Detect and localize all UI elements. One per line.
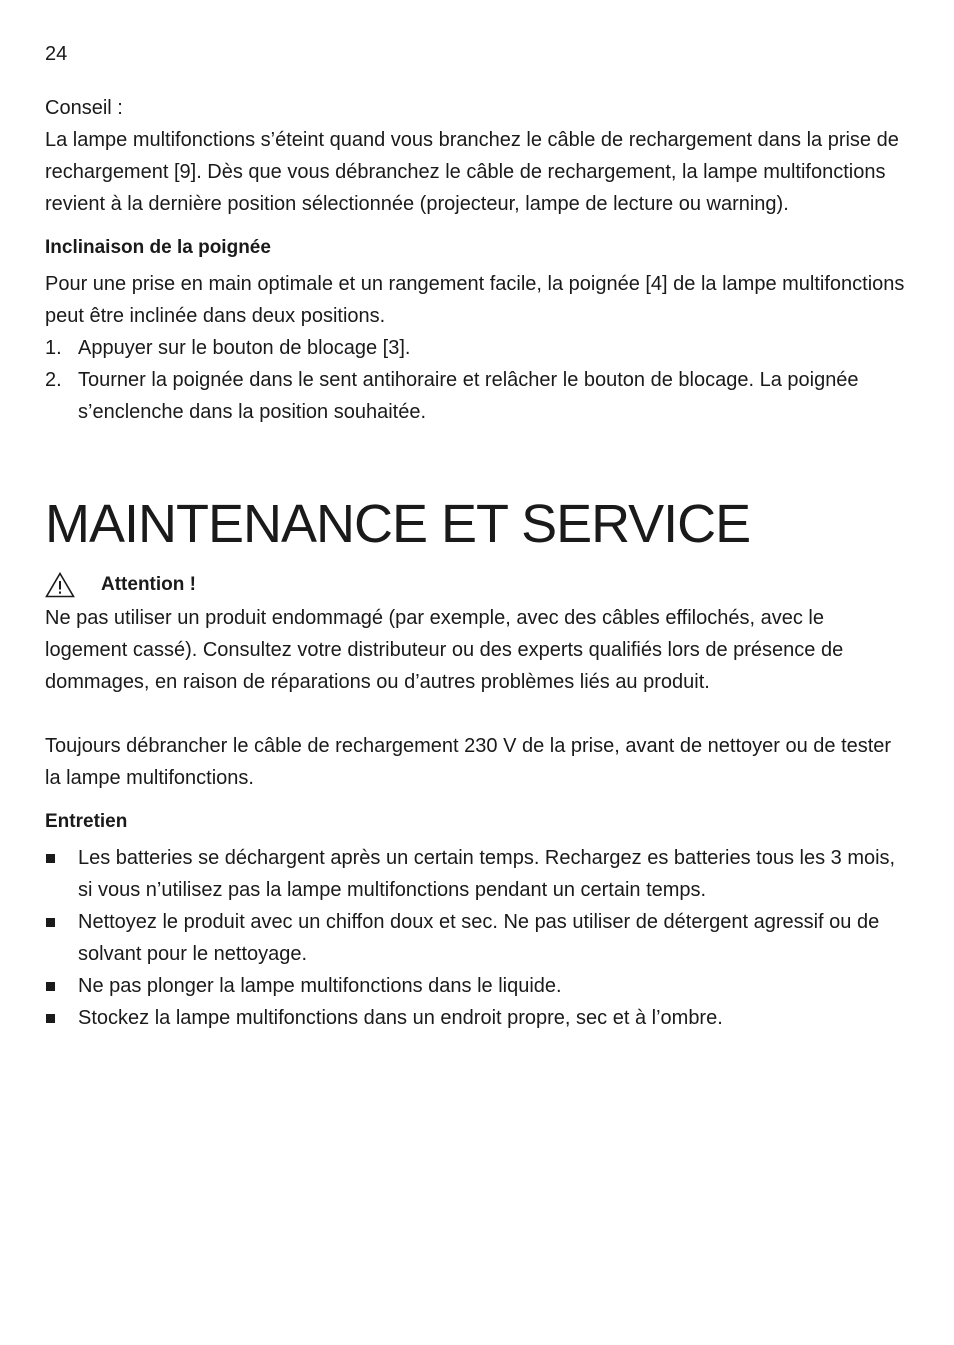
list-item [45, 842, 907, 906]
page-number: 24 [45, 43, 68, 65]
handle-section-intro: Pour une prise en main optimale et un rangement facile, la poignée [4] de la lampe multifonctions peut être inclinée dans deux positions. [45, 273, 905, 327]
care-item-text: Les batteries se déchargent après un certain temps. Rechargez es batteries tous les 3 mois, si vous n’utilisez pas la lampe multifonctions pendant un certain temps. [78, 847, 896, 901]
attention-label: Attention ! [101, 574, 196, 595]
paragraph-spacer [45, 698, 907, 730]
list-item [45, 332, 907, 364]
care-item-text: Stockez la lampe multifonctions dans un endroit propre, sec et à l’ombre. [78, 1007, 723, 1029]
step-number: 2. [45, 369, 62, 391]
care-item-text: Nettoyez le produit avec un chiffon doux et sec. Ne pas utiliser de détergent agressif ou de solvant pour le nettoyage. [78, 911, 880, 965]
tip-text: La lampe multifonctions s’éteint quand vous branchez le câble de rechargement dans la prise de rechargement [9]. Dès que vous débranchez le câble de rechargement, la lampe multifonctions revient à la dernière position sélectionnée (projecteur, lampe de lecture ou warning). [45, 129, 899, 215]
bullet-square-icon [46, 1014, 55, 1023]
list-item [45, 906, 907, 970]
warning-text: Ne pas utiliser un produit endommagé (par exemple, avec des câbles effilochés, avec le logement cassé). Consultez votre distributeur ou des experts qualifiés lors de présence de dommages, en raison de réparations ou d’autres problèmes liés au produit. [45, 607, 844, 693]
step-number: 1. [45, 337, 62, 359]
section-title: MAINTENANCE ET SERVICE [45, 494, 751, 554]
care-item-text: Ne pas plonger la lampe multifonctions dans le liquide. [78, 975, 562, 997]
step-text: Appuyer sur le bouton de blocage [3]. [78, 337, 411, 359]
unplug-text: Toujours débrancher le câble de rechargement 230 V de la prise, avant de nettoyer ou de tester la lampe multifonctions. [45, 735, 892, 789]
list-item [45, 1002, 907, 1034]
step-text: Tourner la poignée dans le sent antihoraire et relâcher le bouton de blocage. La poignée s’enclenche dans la position souhaitée. [78, 369, 859, 423]
tip-label: Conseil : [45, 97, 123, 119]
attention-notice [45, 568, 907, 602]
bullet-square-icon [46, 918, 55, 927]
care-list [45, 842, 907, 1034]
list-item [45, 364, 907, 428]
care-heading: Entretien [45, 811, 128, 832]
bullet-square-icon [46, 854, 55, 863]
list-item [45, 970, 907, 1002]
document-page [45, 38, 907, 1034]
warning-triangle-icon [45, 572, 75, 598]
handle-section-heading: Inclinaison de la poignée [45, 237, 271, 258]
bullet-square-icon [46, 982, 55, 991]
handle-steps-list [45, 332, 907, 428]
